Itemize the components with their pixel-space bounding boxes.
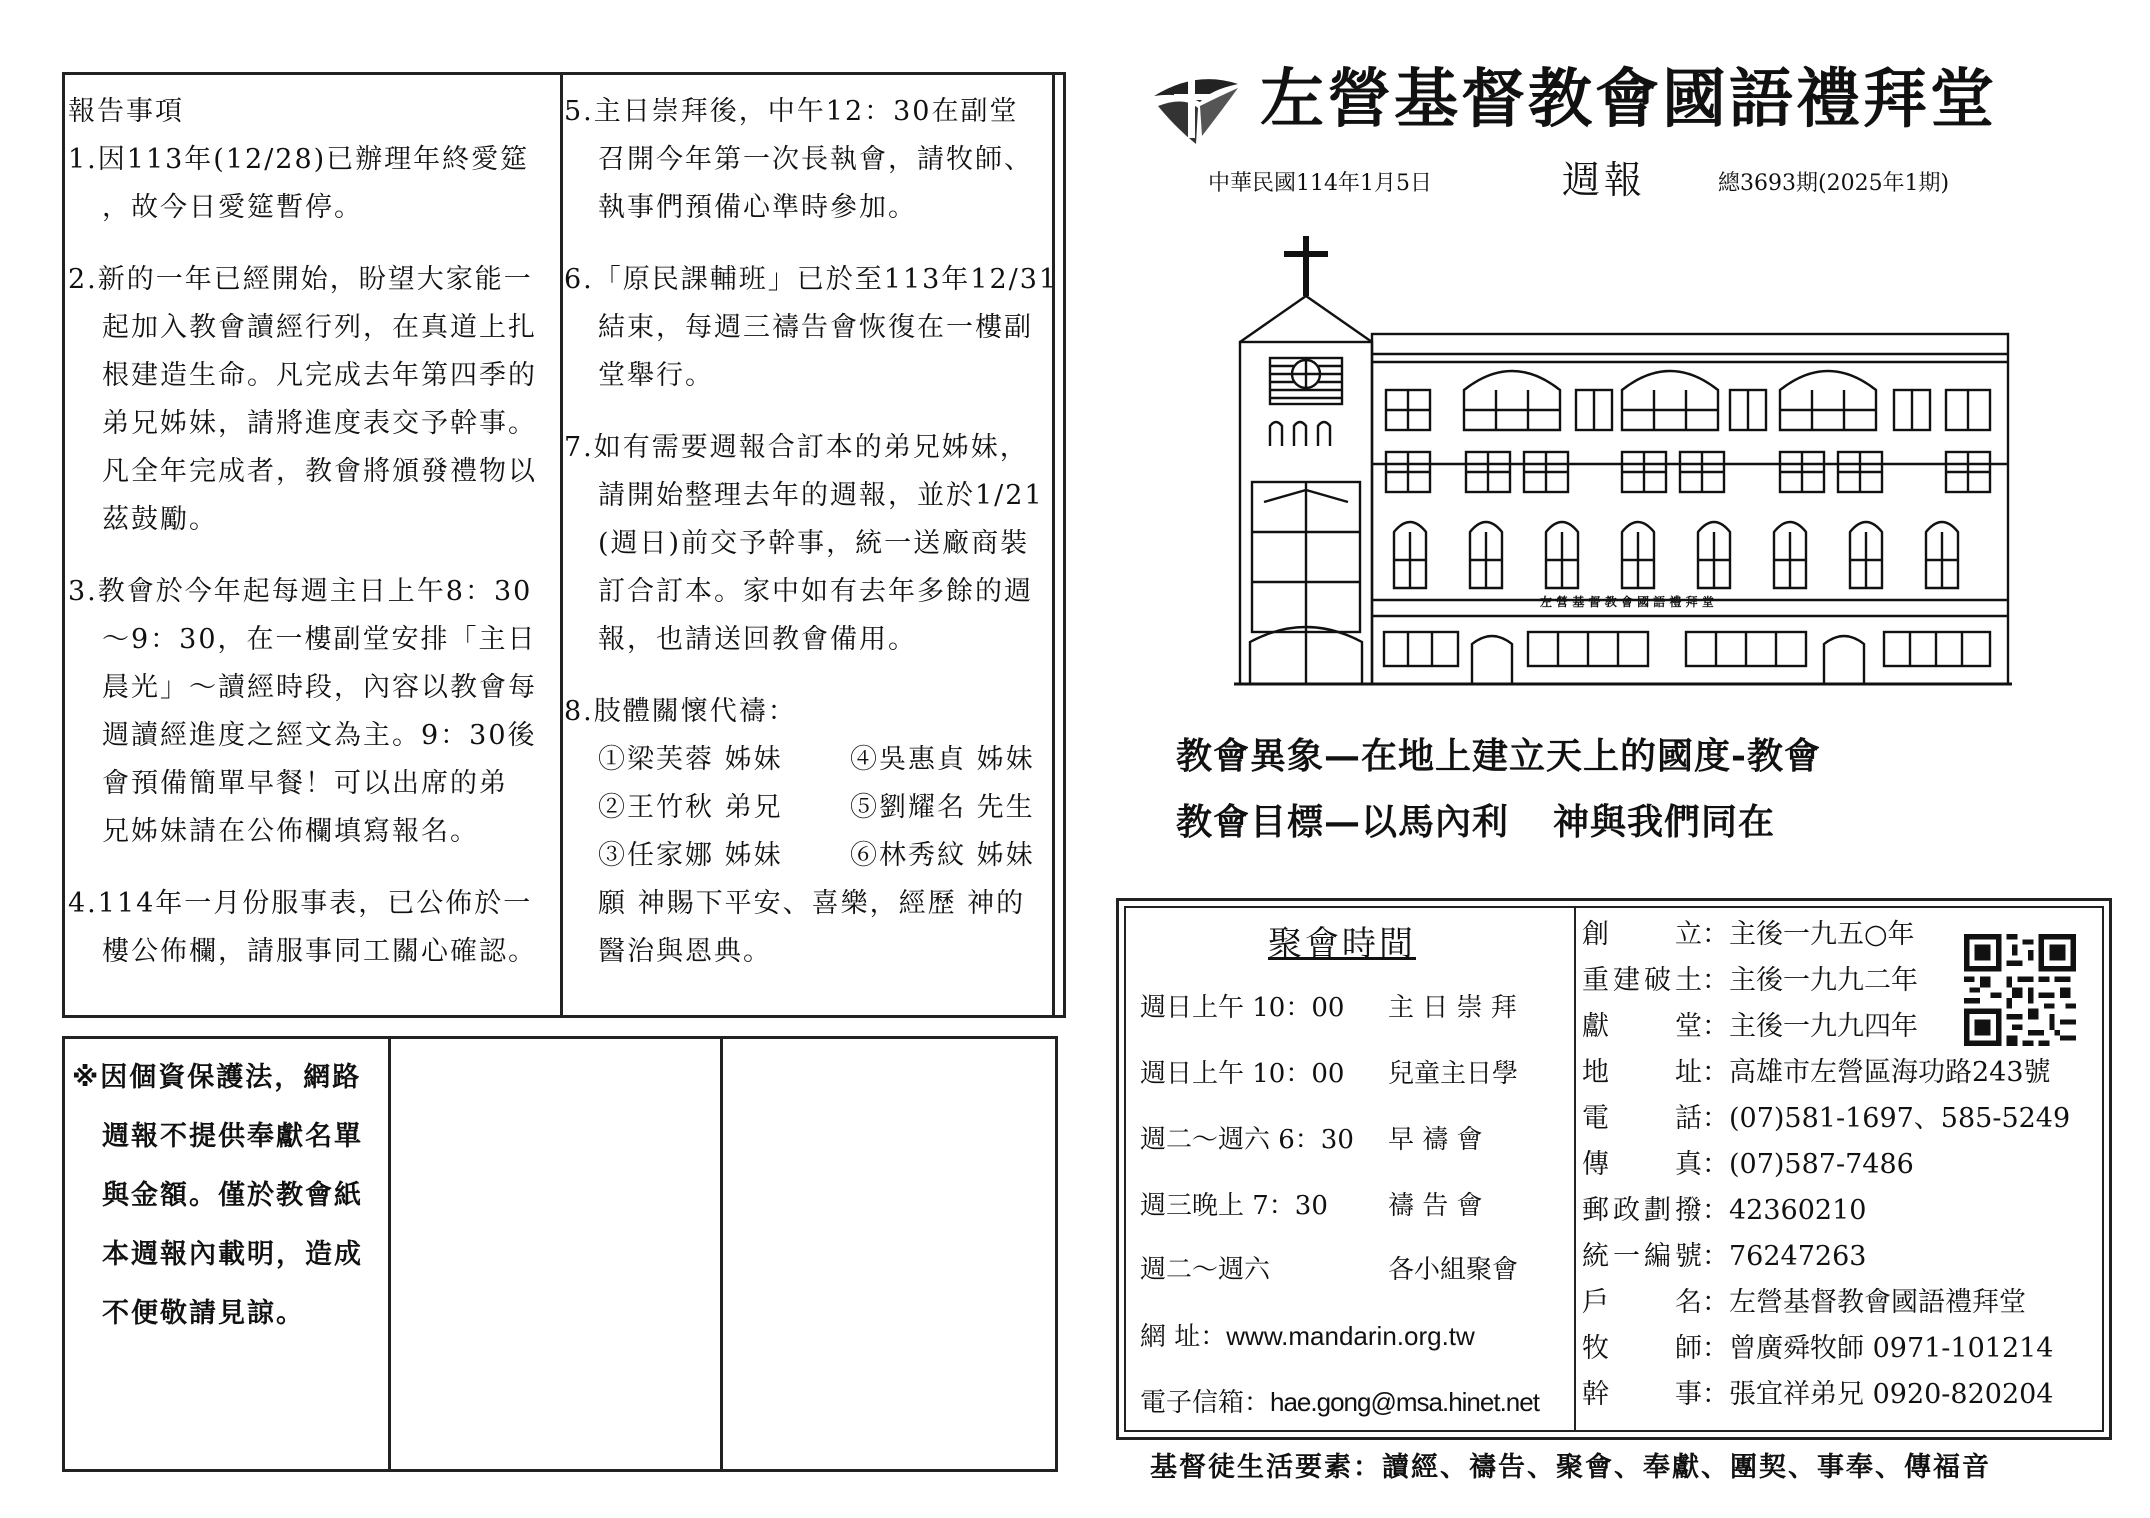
meeting-row: 週日上午 10：00 主 日 崇 拜 (1140, 993, 1517, 1023)
privacy-note: ※因個資保護法，網路 週報不提供奉獻名單 與金額。僅於教會紙 本週報內載明，造成 不便敬請見諒。 (72, 1062, 363, 1329)
header-issue: 總3693期(2025年1期) (1718, 171, 1950, 196)
prayer-row: ①梁芙蓉 姊妹 ④吳惠貞 姊妹 (598, 744, 1035, 775)
vision-line-2: 教會目標—以馬內利 神與我們同在 (1176, 801, 1776, 843)
meetings-title: 聚會時間 (1268, 924, 1416, 964)
meeting-row: 週日上午 10：00 兒童主日學 (1140, 1059, 1519, 1089)
info-row: 統一編號：76247263 (1582, 1241, 1867, 1272)
page-title: 左營基督教會國語禮拜堂 (1260, 62, 1997, 137)
meeting-row: 週二～週六 6：30 早 禱 會 (1140, 1125, 1483, 1155)
footer-text: 基督徒生活要素：讀經、禱告、聚會、奉獻、團契、事奉、傳福音 (1150, 1452, 1991, 1483)
meetings-info-divider (1574, 906, 1576, 1432)
church-building-illustration (1234, 232, 2012, 692)
info-row: 創立：主後一九五○年 (1582, 919, 1915, 950)
offering-divider-1 (388, 1036, 391, 1472)
prayer-row: ③任家娜 姊妹 ⑥林秀紋 姊妹 (598, 840, 1035, 871)
info-row: 傳真：(07)587-7486 (1582, 1149, 1914, 1180)
announcement-item-8: 8.肢體關懷代禱： ①梁芙蓉 姊妹 ④吳惠貞 姊妹 ②王竹秋 弟兄 ⑤劉耀名 先生 ③任家娜 姊妹 ⑥林秀紋 姊妹 願 神賜下平安、喜樂，經歷 神的 醫治與恩典。 (564, 688, 1052, 976)
info-row: 牧師：曾廣舜牧師 0971-101214 (1582, 1333, 2054, 1364)
announcement-item-1: 1.因113年(12/28)已辦理年終愛筵 ，故今日愛筵暫停。 (68, 144, 530, 223)
offering-divider-2 (720, 1036, 723, 1472)
info-row: 獻堂：主後一九九四年 (1582, 1011, 1918, 1042)
announcements-divider (560, 72, 563, 1018)
announcements-col-right (564, 88, 1059, 976)
church-logo (1150, 66, 1242, 146)
announcement-item-5: 5.主日崇拜後，中午12：30在副堂 召開今年第一次長執會，請牧師、 執事們預備心準時參加。 (564, 96, 1033, 223)
announcement-item-3: 3.教會於今年起每週主日上午8：30 ～9：30，在一樓副堂安排「主日 晨光」～讀經時段，內容以教會每 週讀經進度之經文為主。9：30後 會預備簡單早餐！可以出席的弟 兄姊妹請在公佈欄填寫報名。 (68, 576, 537, 847)
building-sign: 左 營 基 督 教 會 國 語 禮 拜 堂 (1540, 595, 1714, 609)
email-link[interactable]: hae.gong@msa.hinet.net (1270, 1387, 1539, 1417)
announcement-item-4: 4.114年一月份服事表，已公佈於一 樓公佈欄，請服事同工關心確認。 (68, 888, 537, 967)
website-row: 網 址：www.mandarin.org.tw (1140, 1321, 1475, 1352)
prayer-row: ②王竹秋 弟兄 ⑤劉耀名 先生 (598, 792, 1035, 823)
announcements-heading: 報告事項 (68, 96, 184, 127)
announcement-item-2: 2.新的一年已經開始，盼望大家能一 起加入教會讀經行列，在真道上扎 根建造生命。凡完成去年第四季的 弟兄姊妹，請將進度表交予幹事。 凡全年完成者，教會將頒發禮物以 茲鼓勵。 (68, 264, 537, 535)
info-row: 電話：(07)581-1697、585-5249 (1582, 1103, 2071, 1134)
email-row: 電子信箱：hae.gong@msa.hinet.net (1140, 1387, 1539, 1418)
info-row: 重建破土：主後一九九二年 (1582, 965, 1918, 996)
announcements-right-rule (1052, 72, 1055, 1018)
info-row: 郵政劃撥：42360210 (1582, 1195, 1867, 1226)
info-row: 地址：高雄市左營區海功路243號 (1582, 1057, 2051, 1088)
info-row: 戶名：左營基督教會國語禮拜堂 (1582, 1287, 2026, 1318)
announcements-col-left (68, 88, 558, 976)
header-bulletin: 週報 (1562, 158, 1647, 202)
vision-line-1: 教會異象—在地上建立天上的國度-教會 (1176, 735, 1821, 777)
meeting-row: 週二～週六 各小組聚會 (1140, 1255, 1519, 1285)
qr-code[interactable] (1964, 934, 2076, 1046)
meeting-row: 週三晚上 7：30 禱 告 會 (1140, 1191, 1483, 1221)
header-date: 中華民國114年1月5日 (1208, 171, 1432, 196)
announcement-item-6: 6.「原民課輔班」已於至113年12/31 結束，每週三禱告會恢復在一樓副 堂舉行。 (564, 264, 1059, 391)
info-row: 幹事：張宜祥弟兄 0920-820204 (1582, 1379, 2054, 1410)
website-link[interactable]: www.mandarin.org.tw (1226, 1321, 1475, 1351)
announcement-item-7: 7.如有需要週報合訂本的弟兄姊妹， 請開始整理去年的週報，並於1/21 (週日)前交予幹事，統一送廠商裝 訂合訂本。家中如有去年多餘的週 報，也請送回教會備用。 (564, 432, 1044, 655)
